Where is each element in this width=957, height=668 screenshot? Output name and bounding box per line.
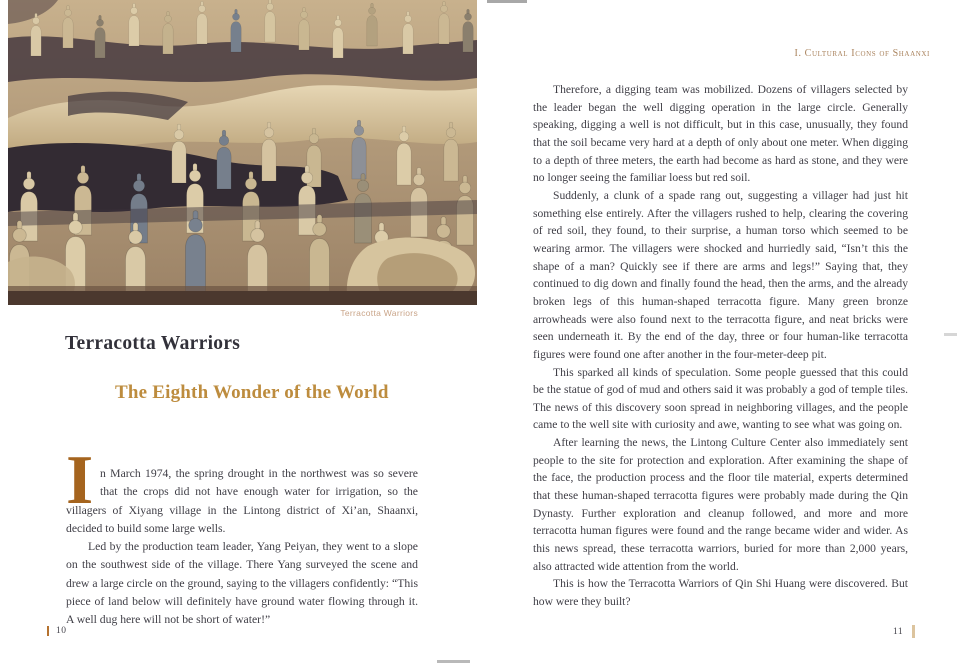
photo-caption: Terracotta Warriors (340, 308, 418, 318)
page-footer-left (47, 626, 67, 636)
article-title: Terracotta Warriors (65, 333, 241, 354)
page-edge-mark-bottom (437, 660, 470, 663)
page-number-left: 10 (56, 626, 67, 636)
page-edge-mark-right (944, 333, 957, 336)
footer-rule (912, 625, 915, 638)
paragraph: Suddenly, a clunk of a spade rang out, suggesting a villager had just hit something else entirely. After the villagers rushed to help, clearing the covering of red soil, they found, to their surprise, a human torso which seemed to be wearing armor. The villagers were shocked and hurriedly said, “Isn’t this the shape of a man? Quickly see if there are arms and legs!” Saying that, they continued to dig down and finally found the head, then the arms, and the already broken legs of this human-shaped terracotta figure. Many green bronze arrowheads were also found next to the terracotta figure, and neat bricks were seen underneath it. By the end of the day, three or four human-like terracotta figures were found one after another in the four-meter-deep pit. (533, 188, 908, 361)
article-subtitle: The Eighth Wonder of the World (115, 382, 389, 403)
paragraph: This sparked all kinds of speculation. Some people guessed that this could be the statue of god of mud and others said it was probably a god of temple tiles. The news of this discovery soon spread in neighboring villages, and the people came to the well site with curiosity and awe, wanting to see what was going on. (533, 365, 908, 432)
paragraph: Led by the production team leader, Yang Peiyan, they went to a slope on the southwest side of the village. There Yang surveyed the scene and drew a large circle on the ground, saying to the villagers confidently: “This piece of land below will definitely have ground water flowing through it. A well dug here will not be short of water!” (66, 540, 418, 627)
paragraph: This is how the Terracotta Warriors of Qin Shi Huang were discovered. But how were they built? (533, 577, 908, 609)
running-header: I. Cultural Icons of Shaanxi (794, 48, 930, 59)
page-number-right: 11 (893, 626, 904, 637)
right-page-body (533, 81, 908, 611)
page-edge-mark-top (487, 0, 527, 3)
footer-rule (47, 626, 49, 636)
left-page-body (66, 442, 418, 630)
paragraph (66, 442, 418, 538)
page-footer-right (893, 625, 915, 638)
paragraph: Therefore, a digging team was mobilized. Dozens of villagers selected by the leader began the well digging operation in the large circle. Generally speaking, digging a well is not difficult, but in this case, unusually, they found that the soil became very hard at a depth of only about one meter. When digging to a depth of three meters, the earth had become as hard as stone, and they were no longer seeing the familiar loess but red soil. (533, 83, 908, 185)
terracotta-warriors-photo (8, 0, 477, 305)
drop-cap: I (66, 442, 94, 519)
paragraph-text: n March 1974, the spring drought in the northwest was so severe that the crops did not have enough water for irrigation, so the villagers of Xiyang village in the Lintong district of Xi’an, Shaanxi, decided to build some large wells. (66, 467, 418, 535)
paragraph: After learning the news, the Lintong Culture Center also immediately sent people to the site for protection and exploration. After examining the shape of the face, the production process and the floor tile material, experts determined that these human-shaped terracotta figures were probably made during the Qin Dynasty. Further exploration and cleanup followed, and more and more terracotta human figures were found and the range became wider and wider. As this news spread, these terracotta warriors, buried for more than 2,000 years, also attracted wide attention from the world. (533, 436, 908, 573)
